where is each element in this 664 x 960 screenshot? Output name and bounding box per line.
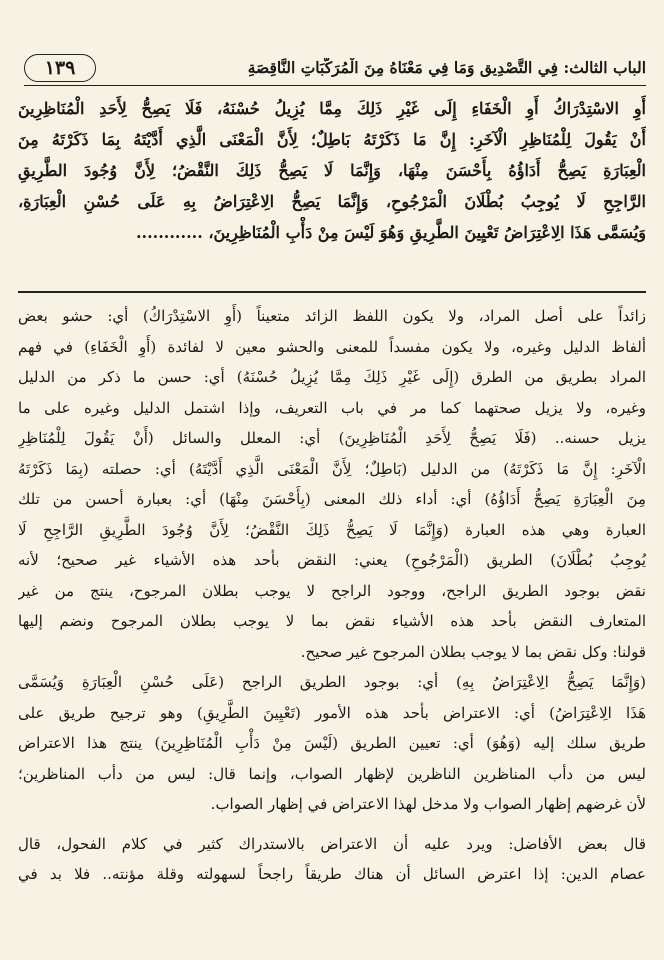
- sharh-line: المتعارف النقض بأحد هذه الأشياء نقض بما لا يوجب بطلان المرجوح ونضم إليها: [18, 612, 646, 630]
- sharh-line: الْآخَرِ: إِنَّ مَا ذَكَرْتَهُ) من الدليل (بَاطِلٌ؛ لِأَنَّ الْمَعْنَى الَّذِي أَدَّيْتَهُ) أي: حصلته (بِمَا ذَكَرْتَهُ: [18, 459, 646, 478]
- matn-text-block: [18, 93, 646, 248]
- sharh-line: هَذَا الِاعْتِرَاضُ) أي: الاعتراض بأحد هذه الأمور (تَعْيِينَ الطَّرِيقِ) وهو ترجيح طريق على: [18, 703, 646, 722]
- sharh-line: عصام الدين: إذا اعترض السائل أن هناك طريقاً راجحاً لسهولته وقلة مؤنته.. فلا بد في: [18, 865, 646, 883]
- sharh-text-block: [18, 301, 646, 890]
- matn-line: أَنْ يَقُولَ لِلْمُنَاظِرِ الْآخَرِ: إِنَّ مَا ذَكَرْتَهُ بَاطِلٌ؛ لِأَنَّ الْمَعْنَى الَّذِي أَدَّيْتَهُ بِمَا ذَكَرْتَهُ مِنَ: [18, 130, 646, 149]
- header-rule: [24, 85, 646, 86]
- sharh-line: ألفاظ الدليل وغيره، ولا يكون مفسداً للمعنى والحشو معين لا لفائدة (أَوِ الْخَفَاءِ) في فهم: [18, 337, 646, 356]
- sharh-line: يزيل حسنه.. (فَلَا يَصِحُّ لِأَحَدِ الْمُنَاظِرِينَ) أي: المعلل والسائل (أَنْ يَقُولَ لِلْمُنَاظِرِ: [18, 429, 646, 447]
- matn-continuation-dots: ............: [135, 223, 203, 242]
- paragraph-gap: [18, 820, 646, 829]
- sharh-line: زائداً على أصل المراد، ولا يكون اللفظ الزائد متعيناً (أَوِ الاسْتِدْرَاكُ) أي: حشو بعض: [18, 307, 646, 325]
- sharh-line: مِنَ الْعِبَارَةِ يَصِحُّ أَدَاؤُهُ) أي: أداء ذلك المعنى (بِأَحْسَنَ مِنْهَا) أي: بعبارة أحسن من تلك: [18, 490, 646, 508]
- running-title: الباب الثالث: فِي التَّصْدِيقِ وَمَا فِي مَعْنَاهُ مِنَ الْمُرَكَّبَاتِ النَّاقِصَةِ: [247, 58, 646, 77]
- page-number: ١٣٩: [24, 54, 96, 82]
- sharh-line: نقض بوجود الطريق الراجح، ووجود الراجح لا يوجب بطلان المرجوح، ينتج من غير: [18, 581, 646, 600]
- matn-line-text: وَيُسَمَّى هَذَا الِاعْتِرَاضُ تَعْيِينَ الطَّرِيقِ وَهُوَ لَيْسَ مِنْ دَأْبِ الْمُنَاظِرِينَ،: [208, 223, 646, 242]
- sharh-line: ليس من دأب المناظرين الناظرين لإظهار الصواب، وإنما قال: ليس من دأب المناظرين؛: [18, 764, 646, 783]
- matn-line: الْعِبَارَةِ يَصِحُّ أَدَاؤُهُ بِأَحْسَنَ مِنْهَا، وَإِنَّمَا لَا يَصِحُّ ذَلِكَ النَّقْضُ؛ لِأَنَّ وُجُودَ الطَّرِيقِ: [18, 161, 646, 180]
- matn-line: أَوِ الاسْتِدْرَاكُ أَوِ الْخَفَاءِ إِلَى غَيْرِ ذَلِكَ مِمَّا يُزِيلُ حُسْنَهُ، فَلَا يَصِحُّ لِأَحَدِ الْمُنَاظِرِينَ: [18, 99, 646, 118]
- sharh-line: قولنا: وكل نقض بما لا يوجب بطلان المرجوح غير صحيح.: [300, 642, 646, 661]
- matn-sharh-divider: [18, 291, 646, 293]
- matn-line-final: [18, 217, 646, 248]
- sharh-line: وغيره، ولا يزيل صحتهما كما مر في باب التعريف، وإذا اشتمل الدليل وغيره على ما: [18, 398, 646, 417]
- page-header: [24, 52, 646, 86]
- sharh-line: (وَإِنَّمَا يَصِحُّ الِاعْتِرَاضُ بِهِ) أي: بوجود الطريق الراجح (عَلَى حُسْنِ الْعِبَارَةِ وَيُسَمَّى: [18, 673, 646, 691]
- sharh-line: قال بعض الأفاضل: ويرد عليه أن الاعتراض بالاستدراك كثير في كلام الفحول، قال: [18, 834, 646, 853]
- sharh-line: المراد بطريق من الطرق (إِلَى غَيْرِ ذَلِكَ مِمَّا يُزِيلُ حُسْنَهُ) أي: حسن ما ذكر من الدليل: [18, 368, 646, 386]
- sharh-line: يُوجِبُ بُطْلَانَ) الطريق (الْمَرْجُوحِ) يعني: النقض بأحد هذه الأشياء غير صحيح؛ لأنه: [18, 551, 646, 569]
- sharh-line: العبارة وهي هذه العبارة (وَإِنَّمَا لَا يَصِحُّ ذَلِكَ النَّقْضُ؛ لِأَنَّ وُجُودَ الطَّرِيقِ الرَّاجِحِ لَا: [18, 520, 646, 539]
- sharh-line: لأن غرضهم إظهار الصواب ولا مدخل لهذا الاعتراض في إظهار الصواب.: [210, 795, 646, 813]
- sharh-line: طريق سلك إليه (وَهُوَ) أي: تعيين الطريق (لَيْسَ مِنْ دَأْبِ الْمُنَاظِرِينَ) ينتج هذا الاعتراض: [18, 734, 646, 752]
- matn-line: الرَّاجِحِ لَا يُوجِبُ بُطْلَانَ الْمَرْجُوحِ، وَإِنَّمَا يَصِحُّ الِاعْتِرَاضُ بِهِ عَلَى حُسْنِ الْعِبَارَةِ،: [18, 192, 646, 211]
